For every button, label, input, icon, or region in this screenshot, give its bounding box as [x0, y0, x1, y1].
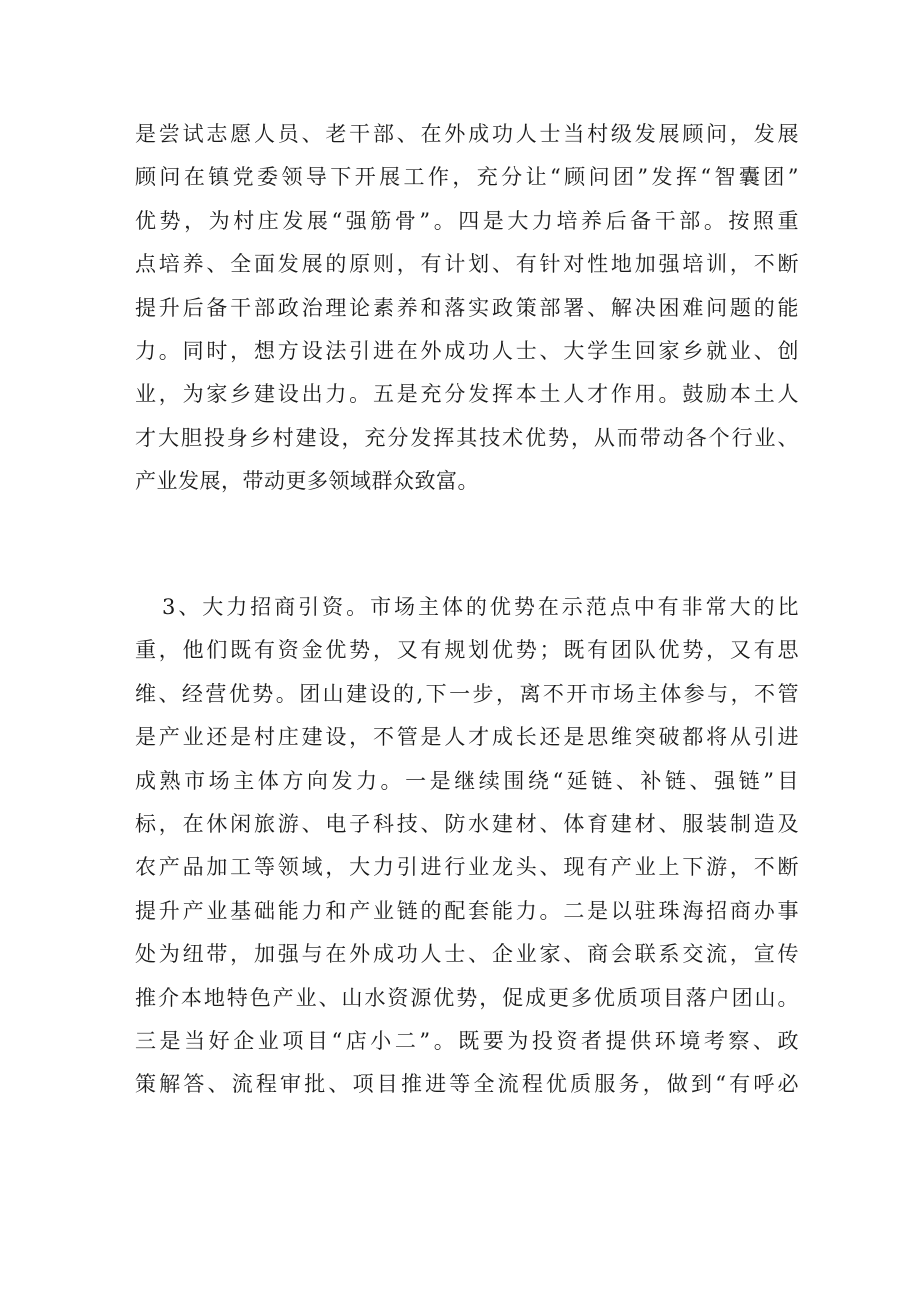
- paragraph-talent: [135, 113, 799, 504]
- text-line: 策解答、流程审批、项目推进等全流程优质服务，做到“有呼必: [135, 1072, 799, 1097]
- text-line: 农产品加工等领域，大力引进行业龙头、现有产业上下游，不断: [135, 855, 799, 880]
- text-line: 重，他们既有资金优势，又有规划优势；既有团队优势，又有思: [135, 638, 799, 663]
- text-line: 成熟市场主体方向发力。一是继续围绕“延链、补链、强链”目: [135, 768, 799, 793]
- text-line: 优势，为村庄发展“强筋骨”。四是大力培养后备干部。按照重: [135, 208, 799, 233]
- text-line: 业，为家乡建设出力。五是充分发挥本土人才作用。鼓励本土人: [135, 382, 799, 407]
- paragraph-investment: [135, 586, 799, 1107]
- text-line: 产业发展，带动更多领域群众致富。: [135, 469, 479, 494]
- text-line: 提升后备干部政治理论素养和落实政策部署、解决困难问题的能: [135, 295, 799, 320]
- text-line: 提升产业基础能力和产业链的配套能力。二是以驻珠海招商办事: [135, 898, 799, 923]
- text-line: 处为纽带，加强与在外成功人士、企业家、商会联系交流，宣传: [135, 942, 799, 967]
- text-line: 顾问在镇党委领导下开展工作，充分让“顾问团”发挥“智囊团”: [135, 165, 799, 190]
- text-line: 维、经营优势。团山建设的,下一步，离不开市场主体参与，不管: [135, 681, 799, 706]
- text-line: 标，在休闲旅游、电子科技、防水建材、体育建材、服装制造及: [135, 811, 799, 836]
- text-line: 点培养、全面发展的原则，有计划、有针对性地加强培训，不断: [135, 252, 799, 277]
- text-line: 3、大力招商引资。市场主体的优势在示范点中有非常大的比: [162, 595, 799, 619]
- text-line: 是尝试志愿人员、老干部、在外成功人士当村级发展顾问，发展: [135, 122, 799, 146]
- text-line: 是产业还是村庄建设，不管是人才成长还是思维突破都将从引进: [135, 725, 799, 750]
- text-line: 才大胆投身乡村建设，充分发挥其技术优势，从而带动各个行业、: [135, 425, 799, 450]
- text-line: 力。同时，想方设法引进在外成功人士、大学生回家乡就业、创: [135, 338, 799, 363]
- text-line: 三是当好企业项目“店小二”。既要为投资者提供环境考察、政: [135, 1028, 799, 1053]
- text-line: 推介本地特色产业、山水资源优势，促成更多优质项目落户团山。: [135, 985, 799, 1010]
